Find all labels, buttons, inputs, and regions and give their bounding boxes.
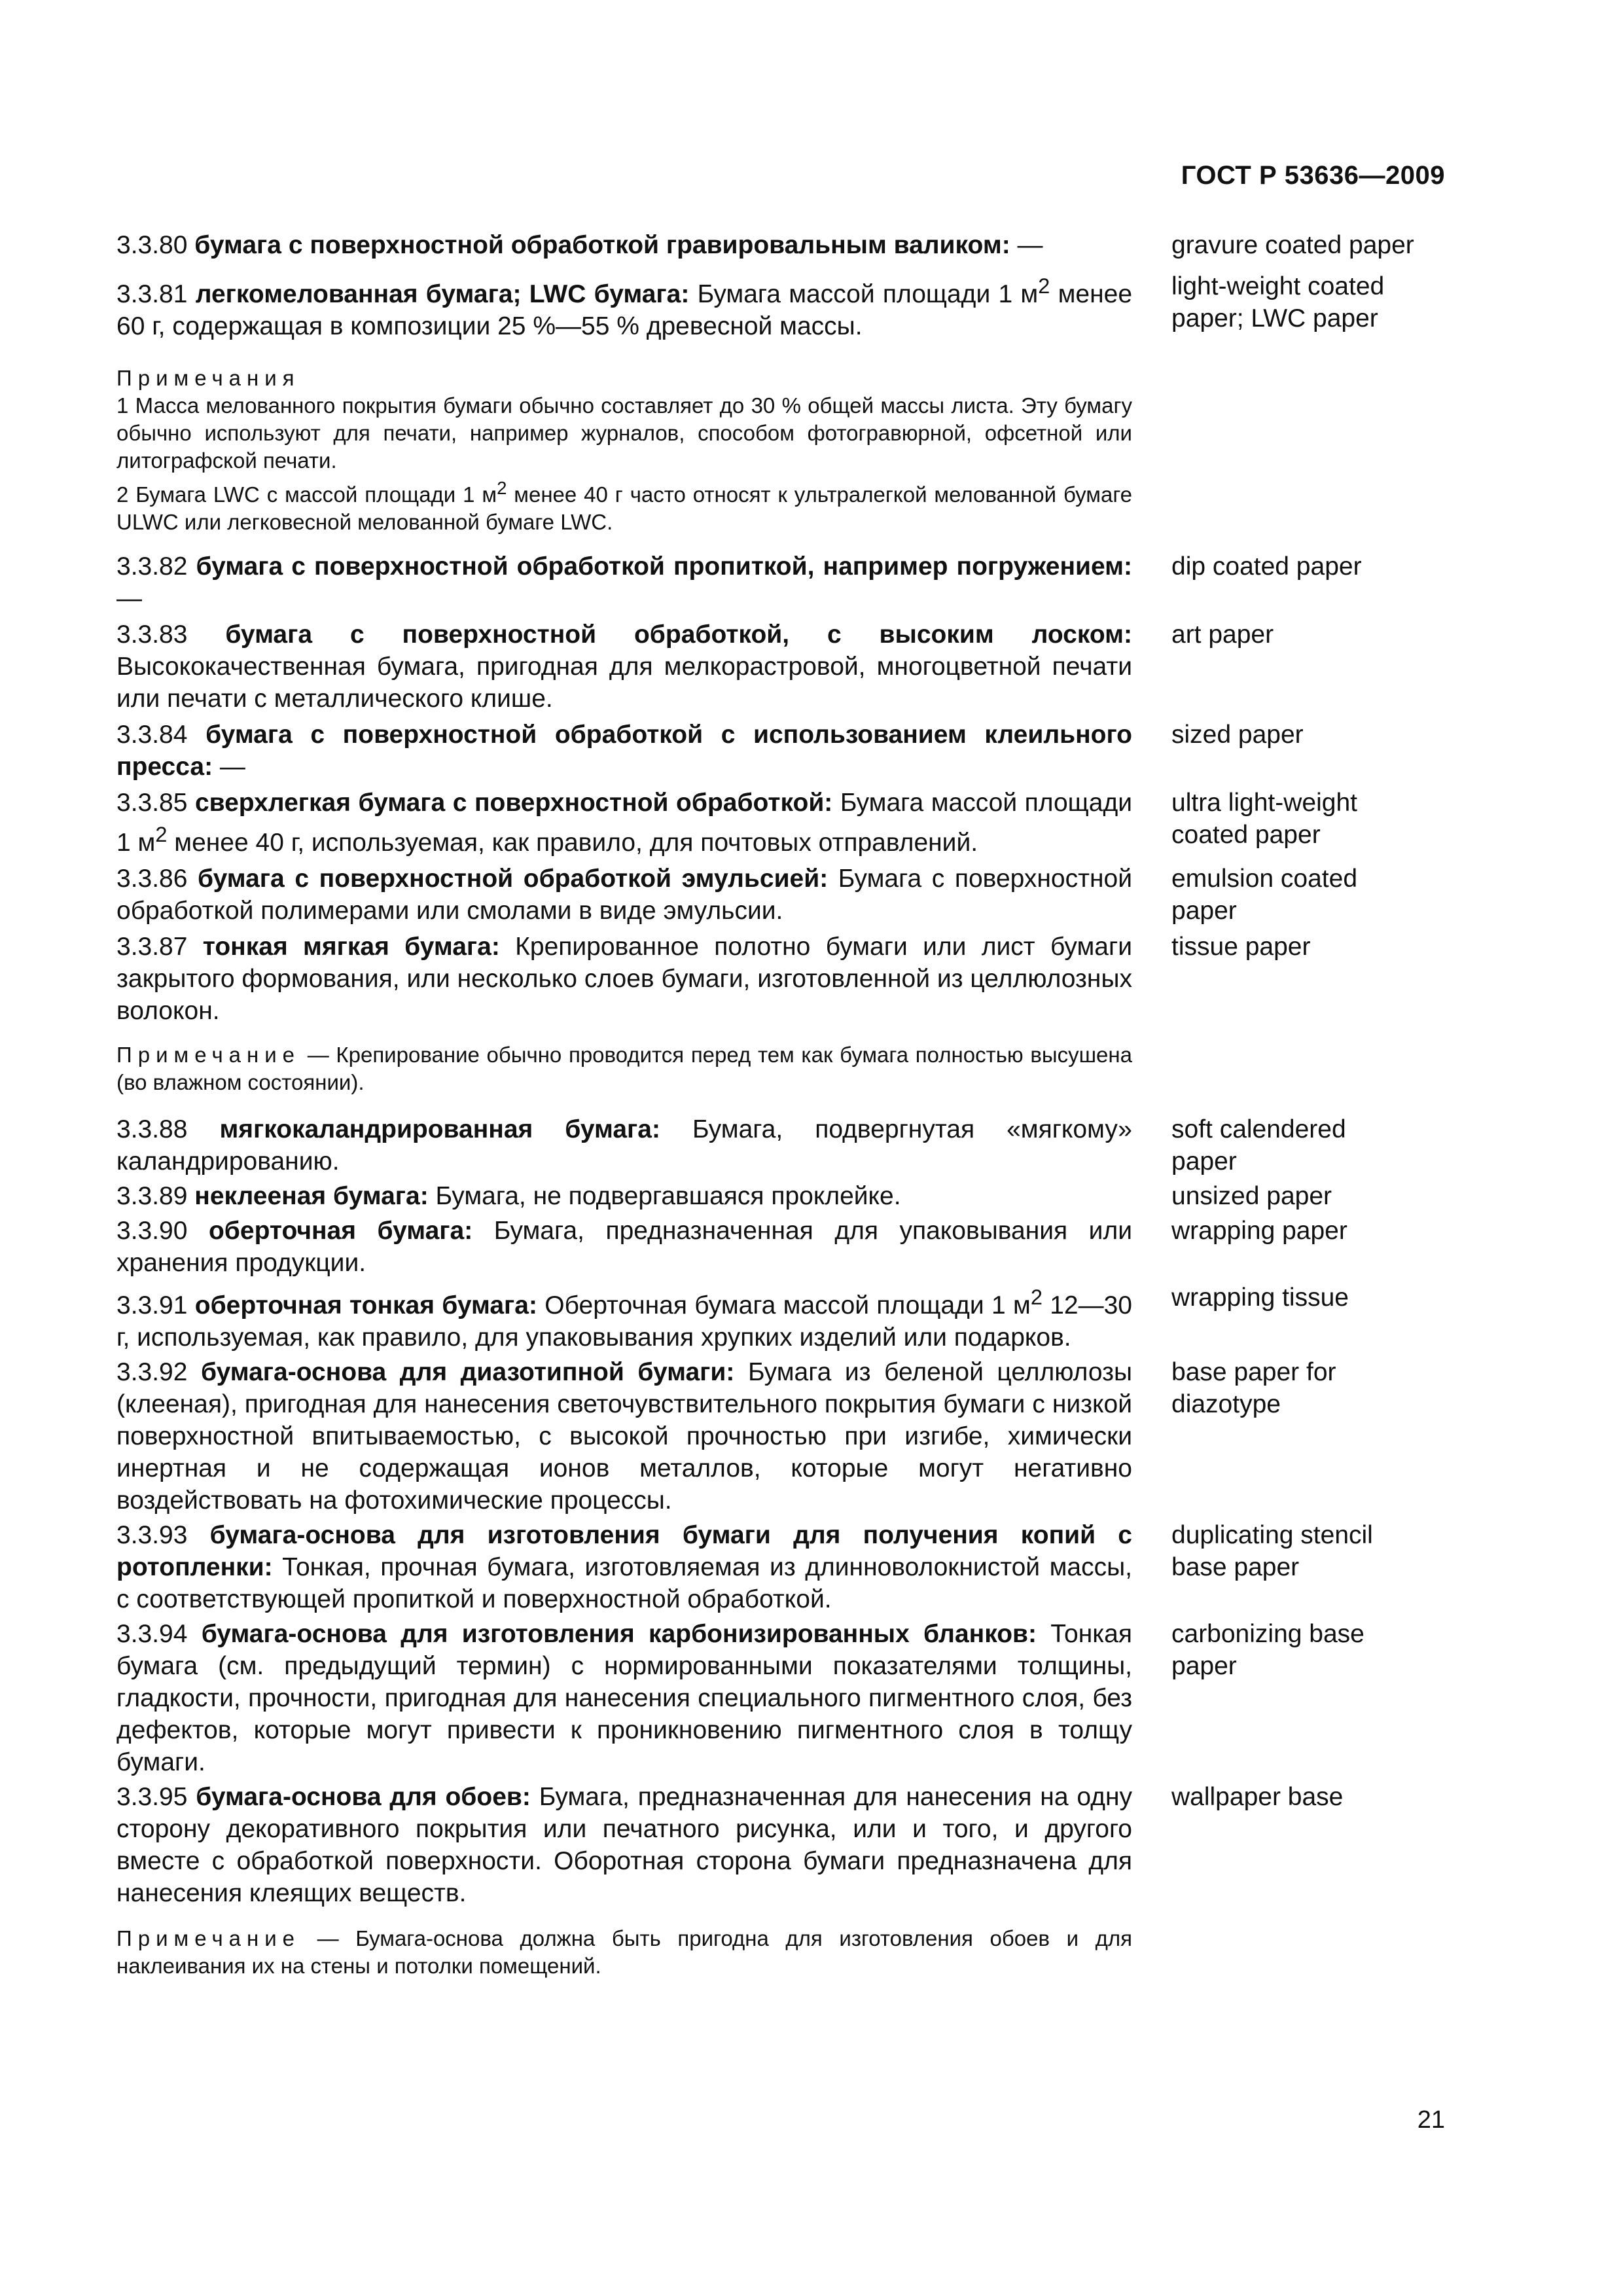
term-number: 3.3.90 <box>116 1217 188 1245</box>
term-definition <box>116 1282 1132 1354</box>
definition-text: Высококачественная бумага, пригодная для мелкорастровой, многоцветной печати или печати с металлического клише. <box>116 653 1132 713</box>
definition-text: Бумага массой площади 1 м <box>116 789 1132 857</box>
english-term: wrapping tissue <box>1171 1283 1349 1312</box>
english-term: wrapping paper <box>1171 1217 1347 1245</box>
term-definition <box>116 1215 1132 1279</box>
page-number: 21 <box>1417 2106 1445 2134</box>
term-number: 3.3.84 <box>116 721 188 749</box>
term-entry <box>116 863 1445 927</box>
english-term: art paper <box>1171 620 1274 649</box>
note-text: 2 Бумага LWC с массой площади 1 м <box>116 482 497 507</box>
term-name: бумага-основа для изготовления бумаги для получения копий с ротопленки: <box>116 1521 1132 1581</box>
term-definition <box>116 719 1132 783</box>
note-block <box>116 365 1132 536</box>
term-name: мягкокаландрированная бумага: <box>219 1115 660 1143</box>
english-term: soft calendered paper <box>1171 1115 1346 1175</box>
definition-text: — <box>116 584 142 613</box>
note-item <box>116 475 1132 536</box>
term-entry <box>116 270 1445 342</box>
superscript: 2 <box>1038 274 1050 298</box>
term-name: бумага с поверхностной обработкой, с высоким лоском: <box>225 620 1132 649</box>
definition-text: Тонкая бумага (см. предыдущий термин) с нормированными показателями толщины, гладкости, прочности, пригодная для нанесения специального пигментного слоя, без дефектов, которые могут привести к проникновению пигментного слоя в толщу бумаги. <box>116 1620 1132 1776</box>
term-number: 3.3.88 <box>116 1115 188 1143</box>
term-entry <box>116 1519 1445 1615</box>
superscript: 2 <box>155 823 168 846</box>
term-entry <box>116 1113 1445 1177</box>
english-term: emulsion coated paper <box>1171 865 1358 925</box>
english-term: duplicating stencil base paper <box>1171 1521 1373 1581</box>
definition-text: Тонкая, прочная бумага, изготовляемая из длинноволокнистой массы, с соответствующей пропиткой и поверхностной обработкой. <box>116 1553 1132 1613</box>
english-term: light-weight coated paper; LWC paper <box>1171 272 1385 332</box>
term-name: бумага-основа для изготовления карбонизированных бланков: <box>201 1620 1037 1648</box>
definition-text: — <box>213 753 245 781</box>
term-definition <box>116 1113 1132 1177</box>
definition-text: Бумага, предназначенная для упаковывания или хранения продукции. <box>116 1217 1132 1277</box>
definition-text: Крепированное полотно бумаги или лист бумаги закрытого формования, или несколько слоев бумаги, изготовленной из целлюлозных волокон. <box>116 933 1132 1025</box>
term-entry <box>116 229 1445 261</box>
terms-list <box>116 229 1445 1980</box>
definition-text: Бумага массой площади 1 м <box>689 280 1039 308</box>
note-heading: Примечания <box>116 366 300 390</box>
english-term: gravure coated paper <box>1171 231 1414 259</box>
superscript: 2 <box>497 478 507 498</box>
term-number: 3.3.95 <box>116 1783 188 1811</box>
definition-text: менее 60 г, содержащая в композиции 25 %—55 % древесной массы. <box>116 280 1133 340</box>
term-name: бумага с поверхностной обработкой гравировальным валиком: <box>194 231 1010 259</box>
english-term: tissue paper <box>1171 933 1311 961</box>
definition-text: Бумага, подвергнутая «мягкому» каландрированию. <box>116 1115 1132 1175</box>
term-definition <box>116 270 1132 342</box>
definition-text: Бумага из беленой целлюлозы (клееная), пригодная для нанесения светочувствительного покрытия бумаги с низкой поверхностной впитываемостью, с высокой прочностью при изгибе, химически инертная и не содержащая ионов металлов, которые могут негативно воздействовать на фотохимические процессы. <box>116 1358 1132 1515</box>
term-entry <box>116 1781 1445 1909</box>
term-number: 3.3.81 <box>116 280 188 308</box>
term-name: бумага с поверхностной обработкой с использованием клеильного пресса: <box>116 721 1133 781</box>
term-name: бумага-основа для диазотипной бумаги: <box>201 1358 735 1386</box>
term-number: 3.3.93 <box>116 1521 188 1549</box>
english-term: carbonizing base paper <box>1171 1620 1364 1680</box>
definition-text: менее 40 г, используемая, как правило, для почтовых отправлений. <box>167 829 978 857</box>
term-name: легкомелованная бумага; LWC бумага: <box>195 280 690 308</box>
term-name: бумага с поверхностной обработкой эмульсией: <box>198 865 829 893</box>
english-term: ultra light-weight coated paper <box>1171 789 1357 849</box>
term-definition <box>116 229 1132 261</box>
note-text: менее 40 г часто относят к ультралегкой мелованной бумаге ULWC или легковесной мелованной бумаге LWC. <box>116 482 1132 534</box>
term-definition <box>116 863 1132 927</box>
term-definition <box>116 619 1132 715</box>
term-entry <box>116 1618 1445 1778</box>
superscript: 2 <box>1030 1285 1043 1309</box>
term-number: 3.3.86 <box>116 865 188 893</box>
english-term: dip coated paper <box>1171 552 1362 581</box>
term-definition <box>116 1519 1132 1615</box>
term-number: 3.3.89 <box>116 1182 188 1210</box>
definition-text: Оберточная бумага массой площади 1 м <box>537 1291 1031 1319</box>
term-entry <box>116 787 1445 859</box>
term-entry <box>116 719 1445 783</box>
term-number: 3.3.91 <box>116 1291 188 1319</box>
note-text: — Бумага-основа должна быть пригодна для изготовления обоев и для наклеивания их на стены и потолки помещений. <box>116 1926 1132 1978</box>
note-heading: Примечание <box>116 1043 301 1067</box>
definition-text: Бумага, не подвергавшаяся проклейке. <box>428 1182 901 1210</box>
term-number: 3.3.94 <box>116 1620 188 1648</box>
term-definition <box>116 1180 1132 1212</box>
term-entry <box>116 619 1445 715</box>
term-name: оберточная бумага: <box>208 1217 473 1245</box>
term-number: 3.3.87 <box>116 933 188 961</box>
standard-designation: ГОСТ Р 53636—2009 <box>1181 161 1445 190</box>
note-block <box>116 1925 1132 1980</box>
term-definition <box>116 1781 1132 1909</box>
note-heading: Примечание <box>116 1926 301 1950</box>
note-text: — Крепирование обычно проводится перед тем как бумага полностью высушена (во влажном состоянии). <box>116 1043 1132 1094</box>
term-definition <box>116 931 1132 1027</box>
term-entry <box>116 1356 1445 1516</box>
term-definition <box>116 787 1132 859</box>
english-term: unsized paper <box>1171 1182 1332 1210</box>
term-entry <box>116 1180 1445 1212</box>
term-entry <box>116 1282 1445 1354</box>
term-number: 3.3.80 <box>116 231 188 259</box>
term-definition <box>116 550 1132 615</box>
term-number: 3.3.85 <box>116 789 188 817</box>
term-name: бумага-основа для обоев: <box>196 1783 531 1811</box>
english-term: base paper for diazotype <box>1171 1358 1336 1418</box>
english-term: wallpaper base <box>1171 1783 1344 1811</box>
term-number: 3.3.83 <box>116 620 188 649</box>
term-entry <box>116 1215 1445 1279</box>
term-name: сверхлегкая бумага с поверхностной обработкой: <box>194 789 833 817</box>
definition-text: 12—30 г, используемая, как правило, для упаковывания хрупких изделий или подарков. <box>116 1291 1132 1352</box>
term-number: 3.3.82 <box>116 552 188 581</box>
note-item: 1 Масса мелованного покрытия бумаги обычно составляет до 30 % общей массы листа. Эту бумагу обычно используют для печати, например журналов, способом фотогравюрной, офсетной или литографской печати. <box>116 393 1132 473</box>
english-term: sized paper <box>1171 721 1304 749</box>
term-definition <box>116 1356 1132 1516</box>
definition-text: — <box>1010 231 1043 259</box>
term-entry <box>116 931 1445 1027</box>
term-name: тонкая мягкая бумага: <box>202 933 500 961</box>
term-name: бумага с поверхностной обработкой пропиткой, например погружением: <box>196 552 1133 581</box>
term-name: неклееная бумага: <box>194 1182 429 1210</box>
definition-text: Бумага, предназначенная для нанесения на одну сторону декоративного покрытия или печатного рисунка, или и того, и другого вместе с обработкой поверхности. Оборотная сторона бумаги предназначена для нанесения клеящих веществ. <box>116 1783 1132 1907</box>
term-entry <box>116 550 1445 615</box>
term-definition <box>116 1618 1132 1778</box>
term-name: оберточная тонкая бумага: <box>194 1291 537 1319</box>
term-number: 3.3.92 <box>116 1358 188 1386</box>
note-block <box>116 1041 1132 1096</box>
definition-text: Бумага с поверхностной обработкой полимерами или смолами в виде эмульсии. <box>116 865 1132 925</box>
